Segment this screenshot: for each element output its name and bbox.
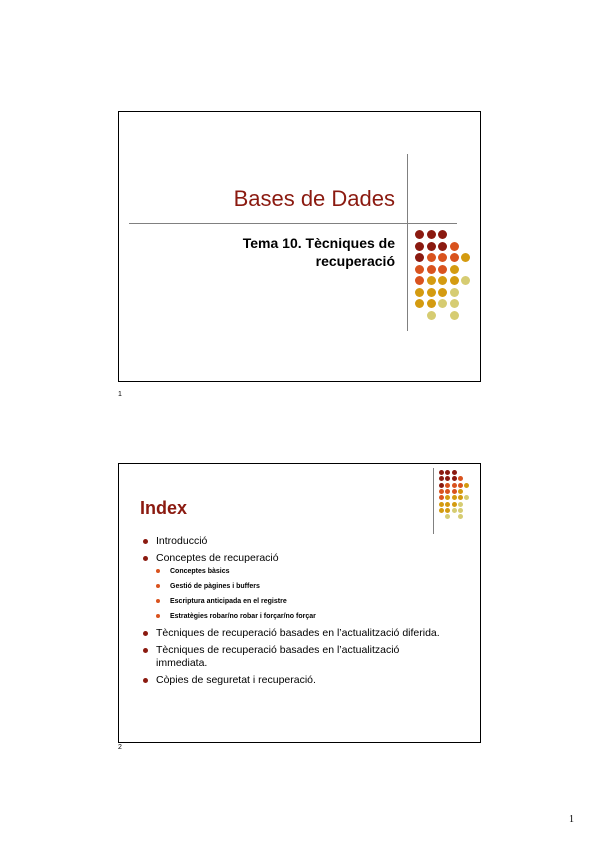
decorative-dot bbox=[415, 299, 424, 308]
list-item: Tècniques de recuperació basades en l’actualització immediata. bbox=[141, 644, 451, 670]
decorative-dot bbox=[427, 311, 436, 320]
decorative-dot bbox=[445, 514, 450, 519]
sub-list-item: Conceptes bàsics bbox=[141, 567, 451, 576]
decorative-dot bbox=[458, 502, 463, 507]
vertical-divider bbox=[433, 468, 434, 534]
decorative-dot bbox=[452, 495, 457, 500]
decorative-dot bbox=[445, 502, 450, 507]
subtitle-line-2: recuperació bbox=[315, 253, 395, 269]
decorative-dot bbox=[450, 288, 459, 297]
slide-title: Bases de Dades bbox=[233, 186, 395, 211]
decorative-dot bbox=[415, 288, 424, 297]
decorative-dot bbox=[450, 265, 459, 274]
decorative-dot bbox=[415, 265, 424, 274]
decorative-dot bbox=[461, 276, 470, 285]
decorative-dot bbox=[452, 476, 457, 481]
decorative-dot bbox=[427, 276, 436, 285]
page-number: 1 bbox=[569, 814, 574, 825]
decorative-dot bbox=[438, 265, 447, 274]
list-item: Tècniques de recuperació basades en l’actualització diferida. bbox=[141, 627, 451, 640]
decorative-dot bbox=[438, 276, 447, 285]
decorative-dot bbox=[439, 502, 444, 507]
decorative-dot bbox=[439, 495, 444, 500]
decorative-dot bbox=[450, 253, 459, 262]
decorative-dot bbox=[450, 299, 459, 308]
decorative-dot bbox=[415, 253, 424, 262]
vertical-divider bbox=[407, 154, 408, 331]
decorative-dot bbox=[458, 495, 463, 500]
decorative-dot bbox=[461, 253, 470, 262]
decorative-dot bbox=[438, 299, 447, 308]
decorative-dot bbox=[445, 508, 450, 513]
decorative-dot bbox=[450, 311, 459, 320]
decorative-dot bbox=[445, 489, 450, 494]
decorative-dot bbox=[427, 299, 436, 308]
decorative-dot bbox=[452, 483, 457, 488]
decorative-dot bbox=[439, 483, 444, 488]
decorative-dot bbox=[439, 489, 444, 494]
list-item: Introducció bbox=[141, 535, 451, 548]
list-item: Conceptes de recuperació bbox=[141, 552, 451, 565]
decorative-dot bbox=[458, 489, 463, 494]
decorative-dot bbox=[439, 470, 444, 475]
decorative-dot bbox=[427, 230, 436, 239]
sub-list-item: Estratègies robar/no robar i forçar/no forçar bbox=[141, 612, 451, 621]
decorative-dot bbox=[450, 242, 459, 251]
decorative-dot bbox=[452, 508, 457, 513]
slide-2 bbox=[118, 463, 481, 743]
decorative-dot bbox=[464, 495, 469, 500]
slide-subtitle bbox=[243, 234, 395, 270]
decorative-dot bbox=[445, 470, 450, 475]
decorative-dot bbox=[458, 483, 463, 488]
decorative-dot bbox=[427, 253, 436, 262]
decorative-dot bbox=[427, 242, 436, 251]
index-list bbox=[141, 535, 451, 691]
subtitle-line-1: Tema 10. Tècniques de bbox=[242, 235, 395, 251]
decorative-dot bbox=[452, 502, 457, 507]
horizontal-divider bbox=[129, 223, 457, 224]
decorative-dot bbox=[452, 489, 457, 494]
decorative-dot bbox=[439, 508, 444, 513]
decorative-dot bbox=[439, 476, 444, 481]
list-item: Còpies de seguretat i recuperació. bbox=[141, 674, 451, 687]
decorative-dot bbox=[427, 265, 436, 274]
decorative-dot bbox=[438, 253, 447, 262]
decorative-dot bbox=[450, 276, 459, 285]
slide-title: Index bbox=[140, 498, 188, 518]
sub-list-item: Gestió de pàgines i buffers bbox=[141, 582, 451, 591]
slide-number: 1 bbox=[118, 391, 122, 398]
decorative-dot bbox=[458, 508, 463, 513]
slide-number: 2 bbox=[118, 744, 122, 751]
decorative-dot bbox=[415, 230, 424, 239]
sub-list-item: Escriptura anticipada en el registre bbox=[141, 597, 451, 606]
slide-1 bbox=[118, 111, 481, 382]
decorative-dot bbox=[427, 288, 436, 297]
decorative-dot bbox=[452, 470, 457, 475]
decorative-dot bbox=[438, 230, 447, 239]
decorative-dot bbox=[415, 276, 424, 285]
decorative-dot bbox=[458, 476, 463, 481]
decorative-dot bbox=[464, 483, 469, 488]
decorative-dot bbox=[438, 288, 447, 297]
decorative-dot bbox=[445, 495, 450, 500]
decorative-dot bbox=[438, 242, 447, 251]
decorative-dot bbox=[445, 476, 450, 481]
decorative-dot bbox=[415, 242, 424, 251]
decorative-dot bbox=[445, 483, 450, 488]
decorative-dot bbox=[458, 514, 463, 519]
